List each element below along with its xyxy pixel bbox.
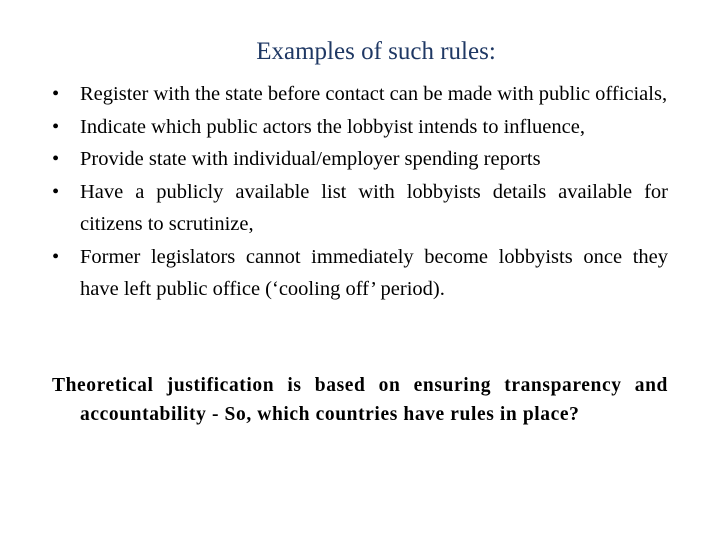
bullet-text: Register with the state before contact can be made with public officials, [80,83,668,105]
bullet-icon: • [52,83,60,105]
list-item [52,111,668,144]
list-item [52,78,668,111]
bullet-icon: • [52,115,60,138]
bullet-text: Provide state with individual/employer spending reports [80,148,541,170]
bullet-text: Former legislators cannot immediately become lobbyists once they have left public office (‘cooling off’ period). [80,245,668,300]
slide-title: Examples of such rules: [256,38,496,65]
bullet-icon: • [52,148,60,170]
bullet-icon: • [52,180,60,203]
conclusion-paragraph: Theoretical justification is based on ensuring transparency and accountability - So, which countries have rules in place? [52,375,668,425]
list-item [52,241,668,306]
rules-bullet-list [52,78,668,306]
bullet-icon: • [52,245,60,268]
bullet-text: Indicate which public actors the lobbyist intends to influence, [80,115,585,138]
list-item [52,143,668,176]
list-item [52,176,668,241]
bullet-text: Have a publicly available list with lobbyists details available for citizens to scrutinize, [80,180,668,235]
